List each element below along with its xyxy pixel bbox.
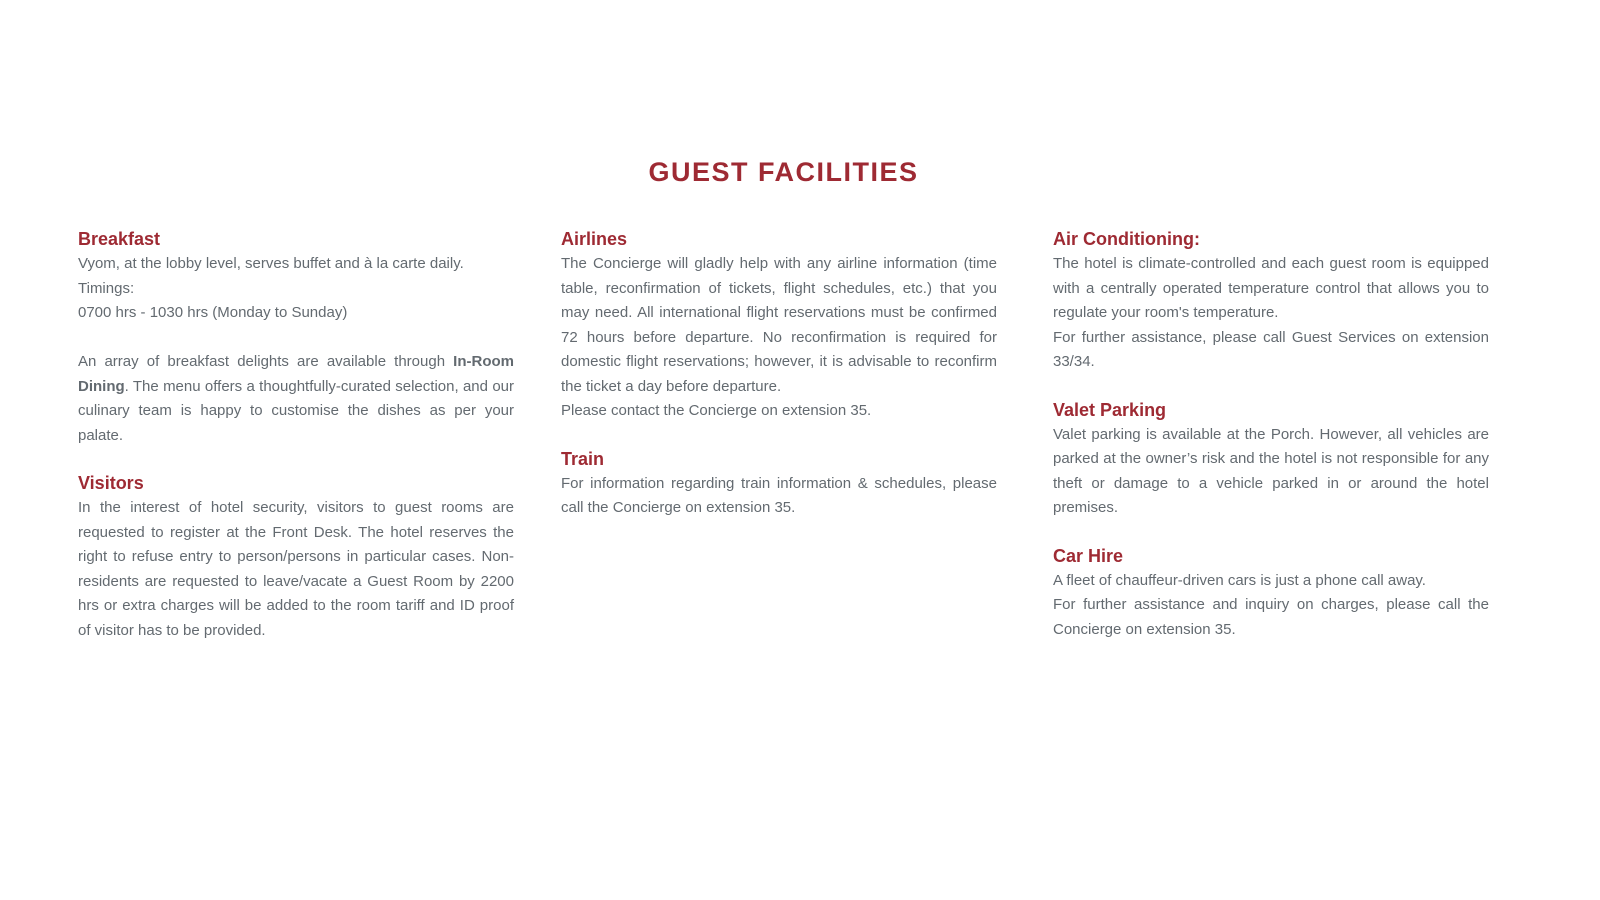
column-third [1053, 227, 1489, 642]
breakfast-timings-value: 0700 hrs - 1030 hrs (Monday to Sunday) [78, 304, 348, 321]
section-visitors [78, 471, 514, 643]
dining-text-pre: An array of breakfast delights are available through [78, 353, 454, 370]
dining-text-post: . The menu offers a thoughtfully-curated selection, and our culinary team is happy to customise the dishes as per your palate. [78, 377, 514, 444]
train-body: For information regarding train information & schedules, please call the Concierge on extension 35. [561, 474, 997, 516]
breakfast-dining-paragraph [78, 350, 514, 448]
page-title: GUEST FACILITIES [648, 157, 919, 187]
car-hire-heading: Car Hire [1053, 545, 1124, 566]
column-first [78, 227, 514, 643]
visitors-heading: Visitors [78, 473, 144, 493]
airlines-heading: Airlines [561, 229, 628, 249]
breakfast-intro-line: Vyom, at the lobby level, serves buffet and à la carte daily. [78, 255, 464, 272]
in-room-dining-bold: In-Room Dining [78, 353, 514, 395]
air-conditioning-assistance-line: For further assistance, please call Guest Services on extension 33/34. [1053, 328, 1489, 370]
column-second [561, 227, 997, 521]
columns-container [78, 227, 1600, 643]
section-breakfast [78, 227, 514, 448]
airlines-contact-line: Please contact the Concierge on extension 35. [561, 402, 872, 419]
valet-parking-heading: Valet Parking [1053, 399, 1167, 420]
valet-parking-body: Valet parking is available at the Porch. However, all vehicles are parked at the owner’s risk and the hotel is not responsible for any theft or damage to a vehicle parked in or around the hotel premises. [1053, 425, 1489, 516]
car-hire-assistance-line: For further assistance and inquiry on charges, please call the Concierge on extension 35. [1053, 596, 1489, 638]
breakfast-heading: Breakfast [78, 229, 161, 249]
airlines-body: The Concierge will gladly help with any airline information (time table, reconfirmation of tickets, flight schedules, etc.) that you may need. All international flight reservations must be confirmed 72 hours before departure. No reconfirmation is required for domestic flight reservations; however, it is advisable to reconfirm the ticket a day before departure. [561, 255, 997, 395]
air-conditioning-heading: Air Conditioning: [1053, 229, 1200, 249]
car-hire-intro-line: A fleet of chauffeur-driven cars is just a phone call away. [1053, 571, 1426, 589]
section-valet-parking [1053, 398, 1489, 521]
visitors-body: In the interest of hotel security, visitors to guest rooms are requested to register at the Front Desk. The hotel reserves the right to refuse entry to person/persons in particular cases. Non-residents are requested to leave/vacate a Guest Room by 2200 hrs or extra charges will be added to the room tariff and ID proof of visitor has to be provided. [78, 499, 514, 639]
breakfast-timings-label: Timings: [78, 279, 135, 297]
section-car-hire [1053, 544, 1489, 643]
section-air-conditioning [1053, 227, 1489, 375]
section-airlines [561, 227, 997, 424]
air-conditioning-body: The hotel is climate-controlled and each guest room is equipped with a centrally operated temperature control that allows you to regulate your room's temperature. [1053, 255, 1489, 321]
section-train [561, 447, 997, 521]
train-heading: Train [561, 448, 605, 469]
